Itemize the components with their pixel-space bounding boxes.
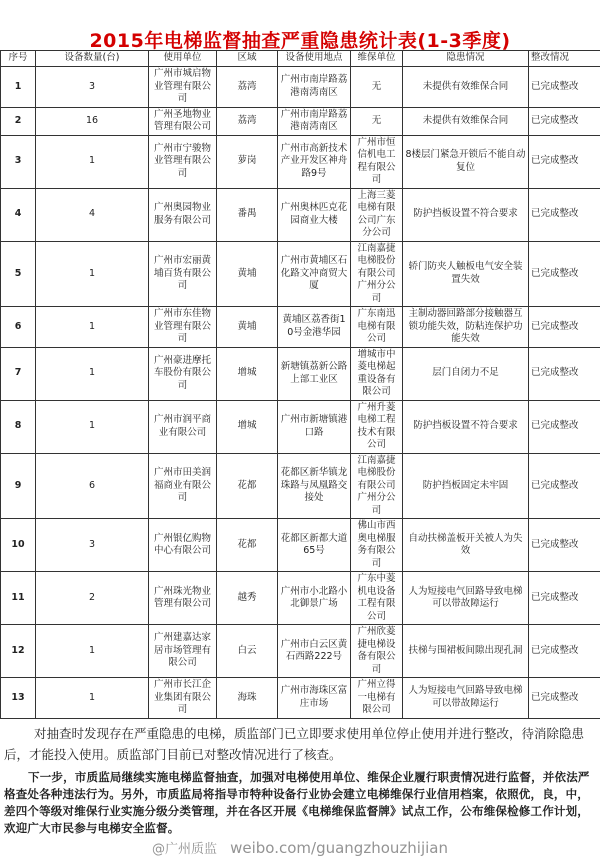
cell-district: 黄埔 — [217, 307, 278, 348]
cell-district: 荔湾 — [217, 107, 278, 135]
cell-seq: 11 — [1, 572, 36, 625]
cell-user-unit: 广州市长江企业集团有限公司 — [149, 678, 217, 719]
watermark-url: weibo.com/guangzhouzhijian — [230, 839, 448, 857]
page-title: 2015年电梯监督抽查严重隐患统计表(1-3季度) — [0, 0, 600, 50]
cell-location: 广州市高新技术产业开发区神舟路9号 — [278, 135, 351, 188]
header-location: 设备使用地点 — [278, 51, 351, 67]
cell-seq: 13 — [1, 678, 36, 719]
cell-rectification-status: 已完成整改 — [529, 107, 600, 135]
cell-hazard: 防护挡板固定未牢固 — [403, 453, 529, 519]
cell-district: 番禺 — [217, 188, 278, 241]
cell-seq: 3 — [1, 135, 36, 188]
cell-user-unit: 广州圣地物业管理有限公司 — [149, 107, 217, 135]
cell-quantity: 1 — [36, 347, 149, 400]
watermark — [4, 839, 596, 859]
table-body — [1, 67, 600, 719]
cell-seq: 4 — [1, 188, 36, 241]
cell-rectification-status: 已完成整改 — [529, 188, 600, 241]
cell-location: 花都区新都大道65号 — [278, 519, 351, 572]
table-row — [1, 678, 600, 719]
cell-user-unit: 广州市宏丽黄埔百货有限公司 — [149, 241, 217, 307]
cell-location: 广州市白云区黄石西路222号 — [278, 625, 351, 678]
cell-hazard: 未提供有效维保合同 — [403, 67, 529, 108]
cell-district: 海珠 — [217, 678, 278, 719]
cell-district: 萝岗 — [217, 135, 278, 188]
cell-user-unit: 广州市东佳物业管理有限公司 — [149, 307, 217, 348]
cell-maintenance-unit: 广东南迅电梯有限公司 — [351, 307, 403, 348]
cell-maintenance-unit: 无 — [351, 107, 403, 135]
cell-rectification-status: 已完成整改 — [529, 400, 600, 453]
cell-maintenance-unit: 上海三菱电梯有限公司广东分公司 — [351, 188, 403, 241]
cell-maintenance-unit: 广州升菱电梯工程技术有限公司 — [351, 400, 403, 453]
cell-hazard: 扶梯与围裙板间隙出现孔洞 — [403, 625, 529, 678]
cell-hazard: 未提供有效维保合同 — [403, 107, 529, 135]
cell-location: 广州市黄埔区石化路文冲商贸大厦 — [278, 241, 351, 307]
cell-quantity: 1 — [36, 135, 149, 188]
header-maintenance-unit: 维保单位 — [351, 51, 403, 67]
cell-user-unit: 广州市城启物业管理有限公司 — [149, 67, 217, 108]
cell-rectification-status: 已完成整改 — [529, 307, 600, 348]
cell-seq: 5 — [1, 241, 36, 307]
cell-district: 花都 — [217, 453, 278, 519]
cell-location: 广州市南岸路荔港南湾南区 — [278, 67, 351, 108]
header-user-unit: 使用单位 — [149, 51, 217, 67]
cell-rectification-status: 已完成整改 — [529, 572, 600, 625]
table-row — [1, 241, 600, 307]
cell-rectification-status: 已完成整改 — [529, 67, 600, 108]
cell-rectification-status: 已完成整改 — [529, 678, 600, 719]
cell-rectification-status: 已完成整改 — [529, 241, 600, 307]
cell-hazard: 防护挡板设置不符合要求 — [403, 400, 529, 453]
cell-district: 花都 — [217, 519, 278, 572]
cell-seq: 9 — [1, 453, 36, 519]
watermark-name: @广州质监 — [152, 842, 217, 857]
cell-hazard: 层门自闭力不足 — [403, 347, 529, 400]
header-rectification-status: 整改情况 — [529, 51, 600, 67]
table-row — [1, 188, 600, 241]
cell-quantity: 16 — [36, 107, 149, 135]
cell-location: 新塘镇荔新公路上部工业区 — [278, 347, 351, 400]
cell-seq: 8 — [1, 400, 36, 453]
table-row — [1, 519, 600, 572]
table-row — [1, 135, 600, 188]
cell-district: 黄埔 — [217, 241, 278, 307]
cell-maintenance-unit: 增城市中菱电梯起重设备有限公司 — [351, 347, 403, 400]
table-header-row — [1, 51, 600, 67]
cell-user-unit: 广州市田美润福商业有限公司 — [149, 453, 217, 519]
cell-location: 广州市新塘镇港口路 — [278, 400, 351, 453]
cell-quantity: 1 — [36, 678, 149, 719]
header-hazard: 隐患情况 — [403, 51, 529, 67]
table-row — [1, 453, 600, 519]
cell-user-unit: 广州珠光物业管理有限公司 — [149, 572, 217, 625]
cell-rectification-status: 已完成整改 — [529, 453, 600, 519]
cell-seq: 10 — [1, 519, 36, 572]
table-row — [1, 67, 600, 108]
cell-rectification-status: 已完成整改 — [529, 625, 600, 678]
table-row — [1, 307, 600, 348]
cell-hazard: 人为短接电气回路导致电梯可以带故障运行 — [403, 572, 529, 625]
cell-user-unit: 广州建嘉达家居市场管理有限公司 — [149, 625, 217, 678]
header-quantity: 设备数量(台) — [36, 51, 149, 67]
cell-hazard: 人为短接电气回路导致电梯可以带故障运行 — [403, 678, 529, 719]
cell-seq: 6 — [1, 307, 36, 348]
cell-district: 增城 — [217, 400, 278, 453]
header-seq: 序号 — [1, 51, 36, 67]
cell-maintenance-unit: 无 — [351, 67, 403, 108]
cell-seq: 2 — [1, 107, 36, 135]
cell-user-unit: 广州奥园物业服务有限公司 — [149, 188, 217, 241]
cell-quantity: 6 — [36, 453, 149, 519]
cell-maintenance-unit: 江南嘉捷电梯股份有限公司广州分公司 — [351, 453, 403, 519]
cell-maintenance-unit: 广州市恒信机电工程有限公司 — [351, 135, 403, 188]
cell-user-unit: 广州银亿购物中心有限公司 — [149, 519, 217, 572]
cell-location: 广州市海珠区富庄市场 — [278, 678, 351, 719]
cell-district: 白云 — [217, 625, 278, 678]
cell-user-unit: 广州市宁骏物业管理有限公司 — [149, 135, 217, 188]
hazard-table — [0, 50, 600, 719]
cell-quantity: 1 — [36, 625, 149, 678]
cell-hazard: 轿门防夹人触板电气安全装置失效 — [403, 241, 529, 307]
cell-maintenance-unit: 广东中菱机电设备工程有限公司 — [351, 572, 403, 625]
paragraph-rectification: 对抽查时发现存在严重隐患的电梯，质监部门已立即要求使用单位停止使用并进行整改，待消除隐患后，才能投入使用。质监部门目前已对整改情况进行了核查。 — [4, 723, 596, 765]
paragraph-next-steps: 下一步，市质监局继续实施电梯监督抽查，加强对电梯使用单位、维保企业履行职责情况进行监督，并依法严格查处各种违法行为。另外，市质监局将指导市特种设备行业协会建立电梯维保行业信用档案，依照优，良，中，差四个等级对维保行业实施分级分类管理，并在各区开展《电梯维保监督牌》试点工作，公布维保检修工作计划，欢迎广大市民参与电梯安全监督。 — [4, 769, 596, 837]
cell-quantity: 3 — [36, 67, 149, 108]
cell-hazard: 主制动器回路部分接触器互锁功能失效，防粘连保护功能失效 — [403, 307, 529, 348]
cell-location: 广州市小北路小北御景广场 — [278, 572, 351, 625]
cell-location: 花都区新华镇龙珠路与凤凰路交接处 — [278, 453, 351, 519]
cell-quantity: 2 — [36, 572, 149, 625]
cell-maintenance-unit: 江南嘉捷电梯股份有限公司广州分公司 — [351, 241, 403, 307]
cell-district: 增城 — [217, 347, 278, 400]
cell-quantity: 1 — [36, 307, 149, 348]
cell-hazard: 防护挡板设置不符合要求 — [403, 188, 529, 241]
table-row — [1, 347, 600, 400]
cell-hazard: 自动扶梯盖板开关被人为失效 — [403, 519, 529, 572]
header-district: 区域 — [217, 51, 278, 67]
cell-user-unit: 广州豪进摩托车股份有限公司 — [149, 347, 217, 400]
cell-rectification-status: 已完成整改 — [529, 135, 600, 188]
table-row — [1, 625, 600, 678]
table-row — [1, 107, 600, 135]
table-row — [1, 572, 600, 625]
cell-maintenance-unit: 广州欣菱捷电梯设备有限公司 — [351, 625, 403, 678]
cell-location: 黄埔区荔香街10号金港华园 — [278, 307, 351, 348]
cell-location: 广州奥林匹克花园商业大楼 — [278, 188, 351, 241]
cell-maintenance-unit: 广州立得一电梯有限公司 — [351, 678, 403, 719]
cell-quantity: 1 — [36, 241, 149, 307]
cell-user-unit: 广州市润平商业有限公司 — [149, 400, 217, 453]
cell-seq: 12 — [1, 625, 36, 678]
cell-seq: 1 — [1, 67, 36, 108]
cell-quantity: 4 — [36, 188, 149, 241]
cell-rectification-status: 已完成整改 — [529, 347, 600, 400]
cell-quantity: 3 — [36, 519, 149, 572]
cell-quantity: 1 — [36, 400, 149, 453]
table-row — [1, 400, 600, 453]
cell-hazard: 8楼层门紧急开锁后不能自动复位 — [403, 135, 529, 188]
cell-district: 越秀 — [217, 572, 278, 625]
cell-seq: 7 — [1, 347, 36, 400]
cell-district: 荔湾 — [217, 67, 278, 108]
cell-maintenance-unit: 佛山市西奥电梯服务有限公司 — [351, 519, 403, 572]
cell-rectification-status: 已完成整改 — [529, 519, 600, 572]
cell-location: 广州市南岸路荔港南湾南区 — [278, 107, 351, 135]
